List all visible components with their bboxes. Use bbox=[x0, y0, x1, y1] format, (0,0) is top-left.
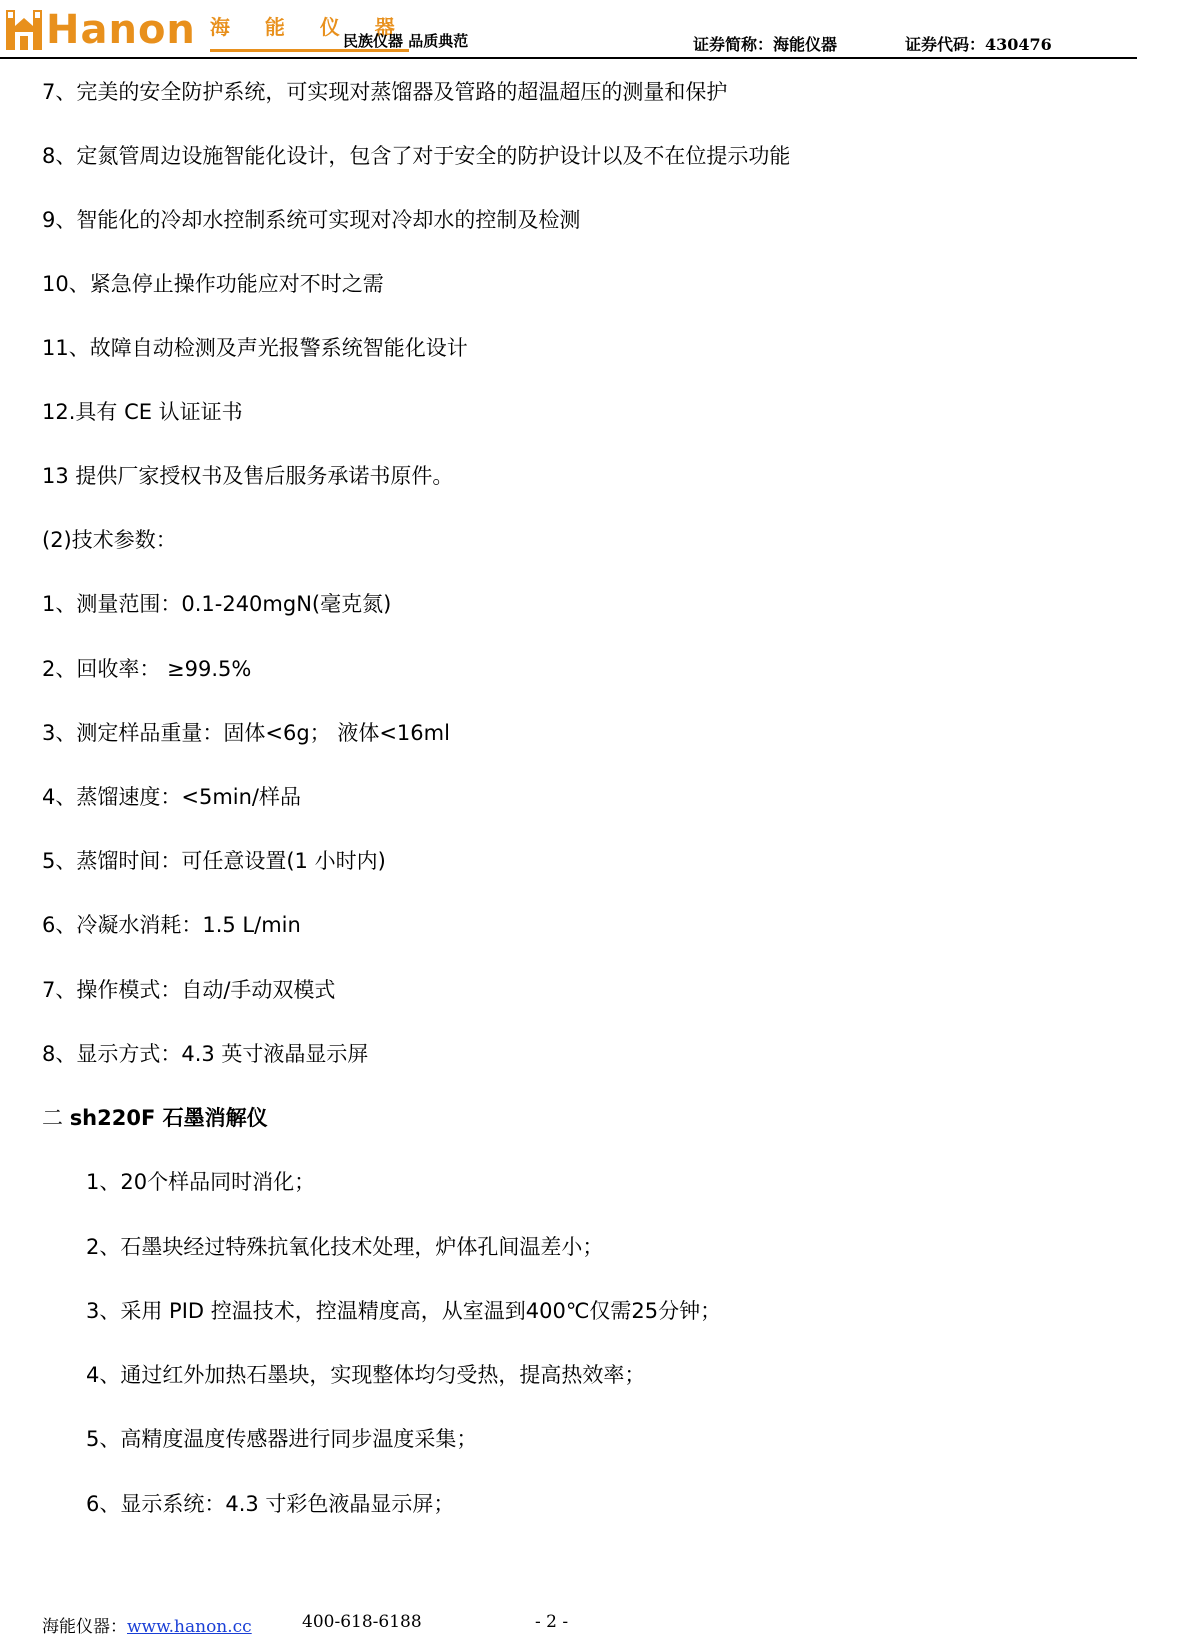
section-item: 2、石墨块经过特殊抗氧化技术处理，炉体孔间温差小； bbox=[86, 1235, 604, 1259]
feature-line: 7、完美的安全防护系统，可实现对蒸馏器及管路的超温超压的测量和保护 bbox=[42, 80, 728, 104]
spec-line: 2、回收率： ≥99.5% bbox=[42, 657, 252, 681]
feature-line: 12.具有 CE 认证证书 bbox=[42, 400, 243, 424]
footer-website-link[interactable]: www.hanon.cc bbox=[127, 1617, 252, 1637]
feature-line: 9、智能化的冷却水控制系统可实现对冷却水的控制及检测 bbox=[42, 208, 581, 232]
section-item: 4、通过红外加热石墨块，实现整体均匀受热，提高热效率； bbox=[86, 1363, 646, 1387]
feature-line: 13 提供厂家授权书及售后服务承诺书原件。 bbox=[42, 464, 454, 488]
logo-h-mark-icon bbox=[4, 6, 44, 52]
section-name: 石墨消解仪 bbox=[155, 1106, 268, 1130]
page-number: - 2 - bbox=[535, 1612, 569, 1632]
spec-line: 7、操作模式：自动/手动双模式 bbox=[42, 978, 336, 1002]
section-item: 5、高精度温度传感器进行同步温度采集； bbox=[86, 1427, 478, 1451]
stock-short-name: 证券简称：海能仪器 bbox=[693, 35, 838, 54]
spec-heading: (2)技术参数： bbox=[42, 528, 177, 552]
section-model: sh220F bbox=[69, 1106, 156, 1130]
spec-line: 3、测定样品重量：固体<6g； 液体<16ml bbox=[42, 721, 450, 745]
section-item: 1、20个样品同时消化； bbox=[86, 1170, 316, 1194]
section-item: 3、采用 PID 控温技术，控温精度高，从室温到400℃仅需25分钟； bbox=[86, 1299, 722, 1323]
section-prefix: 二 bbox=[42, 1106, 70, 1130]
section-item: 6、显示系统：4.3 寸彩色液晶显示屏； bbox=[86, 1492, 455, 1516]
page-footer bbox=[42, 1612, 569, 1637]
spec-line: 6、冷凝水消耗：1.5 L/min bbox=[42, 913, 301, 937]
spec-line: 4、蒸馏速度：<5min/样品 bbox=[42, 785, 301, 809]
stock-code: 证券代码：430476 bbox=[905, 35, 1052, 54]
header-slogan: 民族仪器 品质典范 bbox=[343, 32, 469, 50]
feature-line: 8、定氮管周边设施智能化设计，包含了对于安全的防护设计以及不在位提示功能 bbox=[42, 144, 791, 168]
logo-chinese-name: 海 能 仪 器 bbox=[210, 5, 409, 52]
feature-line: 10、紧急停止操作功能应对不时之需 bbox=[42, 272, 384, 296]
header-divider bbox=[0, 57, 1137, 59]
logo-wordmark: Hanon bbox=[46, 7, 196, 53]
section-heading bbox=[42, 1104, 268, 1132]
spec-line: 8、显示方式：4.3 英寸液晶显示屏 bbox=[42, 1042, 369, 1066]
footer-company: 海能仪器： bbox=[42, 1617, 127, 1637]
spec-line: 5、蒸馏时间：可任意设置(1 小时内) bbox=[42, 849, 386, 873]
feature-line: 11、故障自动检测及声光报警系统智能化设计 bbox=[42, 336, 468, 360]
spec-line: 1、测量范围：0.1-240mgN(毫克氮) bbox=[42, 592, 392, 616]
footer-phone: 400-618-6188 bbox=[302, 1612, 422, 1632]
page-header bbox=[0, 0, 1200, 58]
